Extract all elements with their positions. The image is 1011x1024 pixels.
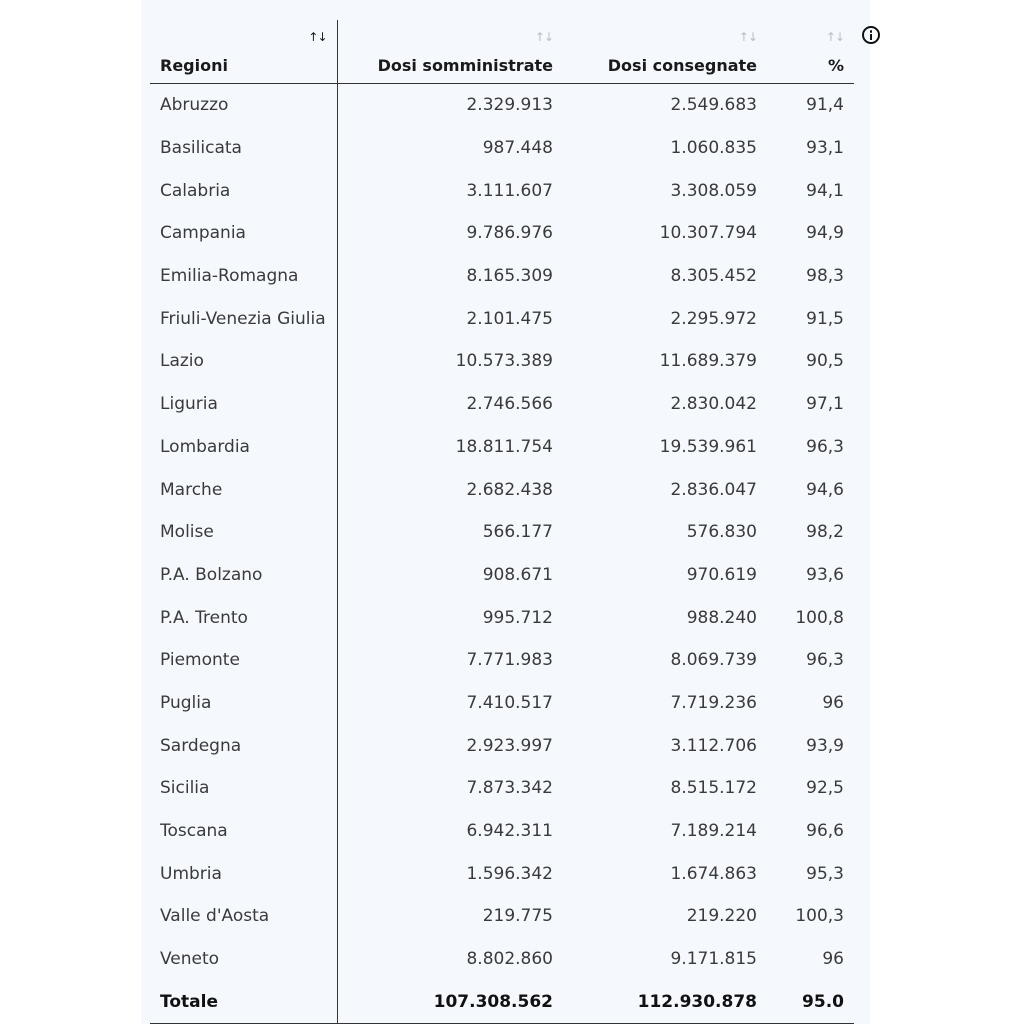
table-row: [150, 468, 854, 511]
column-header-percent[interactable]: [767, 20, 854, 84]
percent-cell: 96: [822, 949, 844, 970]
percent-cell: 96: [822, 692, 844, 713]
delivered-cell: 8.305.452: [670, 266, 757, 287]
delivered-cell: 9.171.815: [670, 949, 757, 970]
delivered-cell: 3.308.059: [670, 180, 757, 201]
sort-arrows-icon[interactable]: ↑↓: [738, 30, 757, 44]
delivered-cell: 10.307.794: [659, 223, 757, 244]
administered-cell: 6.942.311: [466, 821, 553, 842]
table-row: [150, 938, 854, 981]
administered-cell: 9.786.976: [466, 223, 553, 244]
table-row: [150, 767, 854, 810]
administered-cell: 10.573.389: [455, 351, 553, 372]
administered-cell: 1.596.342: [466, 863, 553, 884]
delivered-cell: 1.674.863: [670, 863, 757, 884]
administered-cell: 3.111.607: [466, 180, 553, 201]
delivered-cell: 7.189.214: [670, 821, 757, 842]
region-cell: Liguria: [150, 383, 337, 426]
delivered-cell: 2.830.042: [670, 394, 757, 415]
administered-cell: 7.410.517: [466, 692, 553, 713]
delivered-cell: 3.112.706: [670, 735, 757, 756]
table-row: [150, 169, 854, 212]
region-cell: Sardegna: [150, 724, 337, 767]
administered-cell: 18.811.754: [455, 436, 553, 457]
administered-cell: 7.873.342: [466, 778, 553, 799]
table-row: [150, 724, 854, 767]
region-cell: Veneto: [150, 938, 337, 981]
administered-cell: 987.448: [482, 138, 553, 159]
region-cell: Piemonte: [150, 639, 337, 682]
region-cell: Basilicata: [150, 127, 337, 170]
table-row: [150, 639, 854, 682]
region-cell: Toscana: [150, 810, 337, 853]
sort-arrows-icon[interactable]: ↑↓: [825, 30, 844, 44]
delivered-cell: 8.515.172: [670, 778, 757, 799]
administered-cell: 2.682.438: [466, 479, 553, 500]
region-cell: Emilia-Romagna: [150, 255, 337, 298]
total-delivered: 112.930.878: [563, 980, 767, 1023]
info-icon[interactable]: [862, 26, 880, 44]
table-row: [150, 127, 854, 170]
region-cell: Marche: [150, 468, 337, 511]
table-row: [150, 511, 854, 554]
region-cell: Valle d'Aosta: [150, 895, 337, 938]
percent-cell: 96,6: [806, 821, 844, 842]
administered-cell: 908.671: [482, 564, 553, 585]
region-cell: Sicilia: [150, 767, 337, 810]
delivered-cell: 576.830: [686, 522, 757, 543]
delivered-cell: 7.719.236: [670, 692, 757, 713]
delivered-cell: 988.240: [686, 607, 757, 628]
table-row: [150, 297, 854, 340]
column-header-label: Regioni: [160, 56, 228, 75]
percent-cell: 96,3: [806, 436, 844, 457]
percent-cell: 93,6: [806, 564, 844, 585]
administered-cell: 2.923.997: [466, 735, 553, 756]
column-header-label: Dosi consegnate: [607, 56, 757, 75]
table-row: [150, 596, 854, 639]
table-row: [150, 212, 854, 255]
administered-cell: 2.746.566: [466, 394, 553, 415]
total-label: Totale: [150, 980, 337, 1023]
percent-cell: 94,1: [806, 180, 844, 201]
region-cell: Puglia: [150, 682, 337, 725]
administered-cell: 8.802.860: [466, 949, 553, 970]
delivered-cell: 8.069.739: [670, 650, 757, 671]
administered-cell: 2.101.475: [466, 308, 553, 329]
percent-cell: 94,6: [806, 479, 844, 500]
column-header-dosi-consegnate[interactable]: [563, 20, 767, 84]
administered-cell: 8.165.309: [466, 266, 553, 287]
total-percent: 95.0: [767, 980, 854, 1023]
percent-cell: 100,8: [795, 607, 844, 628]
region-cell: Abruzzo: [150, 84, 337, 127]
delivered-cell: 11.689.379: [659, 351, 757, 372]
administered-cell: 7.771.983: [466, 650, 553, 671]
delivered-cell: 970.619: [686, 564, 757, 585]
region-cell: Campania: [150, 212, 337, 255]
table-row: [150, 554, 854, 597]
sort-arrows-icon[interactable]: ↑↓: [308, 30, 327, 44]
percent-cell: 90,5: [806, 351, 844, 372]
table-row: [150, 383, 854, 426]
administered-cell: 995.712: [482, 607, 553, 628]
percent-cell: 100,3: [795, 906, 844, 927]
region-cell: Friuli-Venezia Giulia: [150, 297, 337, 340]
delivered-cell: 2.549.683: [670, 95, 757, 116]
region-cell: Umbria: [150, 852, 337, 895]
delivered-cell: 19.539.961: [659, 436, 757, 457]
percent-cell: 98,3: [806, 266, 844, 287]
column-header-label: Dosi somministrate: [377, 56, 553, 75]
percent-cell: 95,3: [806, 863, 844, 884]
delivered-cell: 2.295.972: [670, 308, 757, 329]
percent-cell: 91,4: [806, 95, 844, 116]
table-header-row: [150, 20, 854, 84]
region-cell: P.A. Bolzano: [150, 554, 337, 597]
percent-cell: 98,2: [806, 522, 844, 543]
percent-cell: 93,1: [806, 138, 844, 159]
delivered-cell: 1.060.835: [670, 138, 757, 159]
administered-cell: 566.177: [482, 522, 553, 543]
percent-cell: 93,9: [806, 735, 844, 756]
table-row: [150, 255, 854, 298]
region-cell: P.A. Trento: [150, 596, 337, 639]
total-row: [150, 980, 854, 1023]
delivered-cell: 219.220: [686, 906, 757, 927]
percent-cell: 92,5: [806, 778, 844, 799]
administered-cell: 219.775: [482, 906, 553, 927]
region-cell: Calabria: [150, 169, 337, 212]
table-row: [150, 426, 854, 469]
column-header-regioni[interactable]: [150, 20, 337, 84]
region-cell: Lombardia: [150, 426, 337, 469]
region-cell: Molise: [150, 511, 337, 554]
administered-cell: 2.329.913: [466, 95, 553, 116]
total-administered: 107.308.562: [337, 980, 563, 1023]
percent-cell: 97,1: [806, 394, 844, 415]
column-header-dosi-somministrate[interactable]: [337, 20, 563, 84]
percent-cell: 94,9: [806, 223, 844, 244]
vaccine-doses-table: [150, 20, 854, 1024]
table-row: [150, 810, 854, 853]
column-header-label: %: [827, 56, 844, 75]
table-body: [150, 84, 854, 1024]
table-row: [150, 84, 854, 127]
percent-cell: 91,5: [806, 308, 844, 329]
sort-arrows-icon[interactable]: ↑↓: [534, 30, 553, 44]
table-row: [150, 340, 854, 383]
table-row: [150, 852, 854, 895]
table-row: [150, 682, 854, 725]
table-row: [150, 895, 854, 938]
delivered-cell: 2.836.047: [670, 479, 757, 500]
percent-cell: 96,3: [806, 650, 844, 671]
region-cell: Lazio: [150, 340, 337, 383]
